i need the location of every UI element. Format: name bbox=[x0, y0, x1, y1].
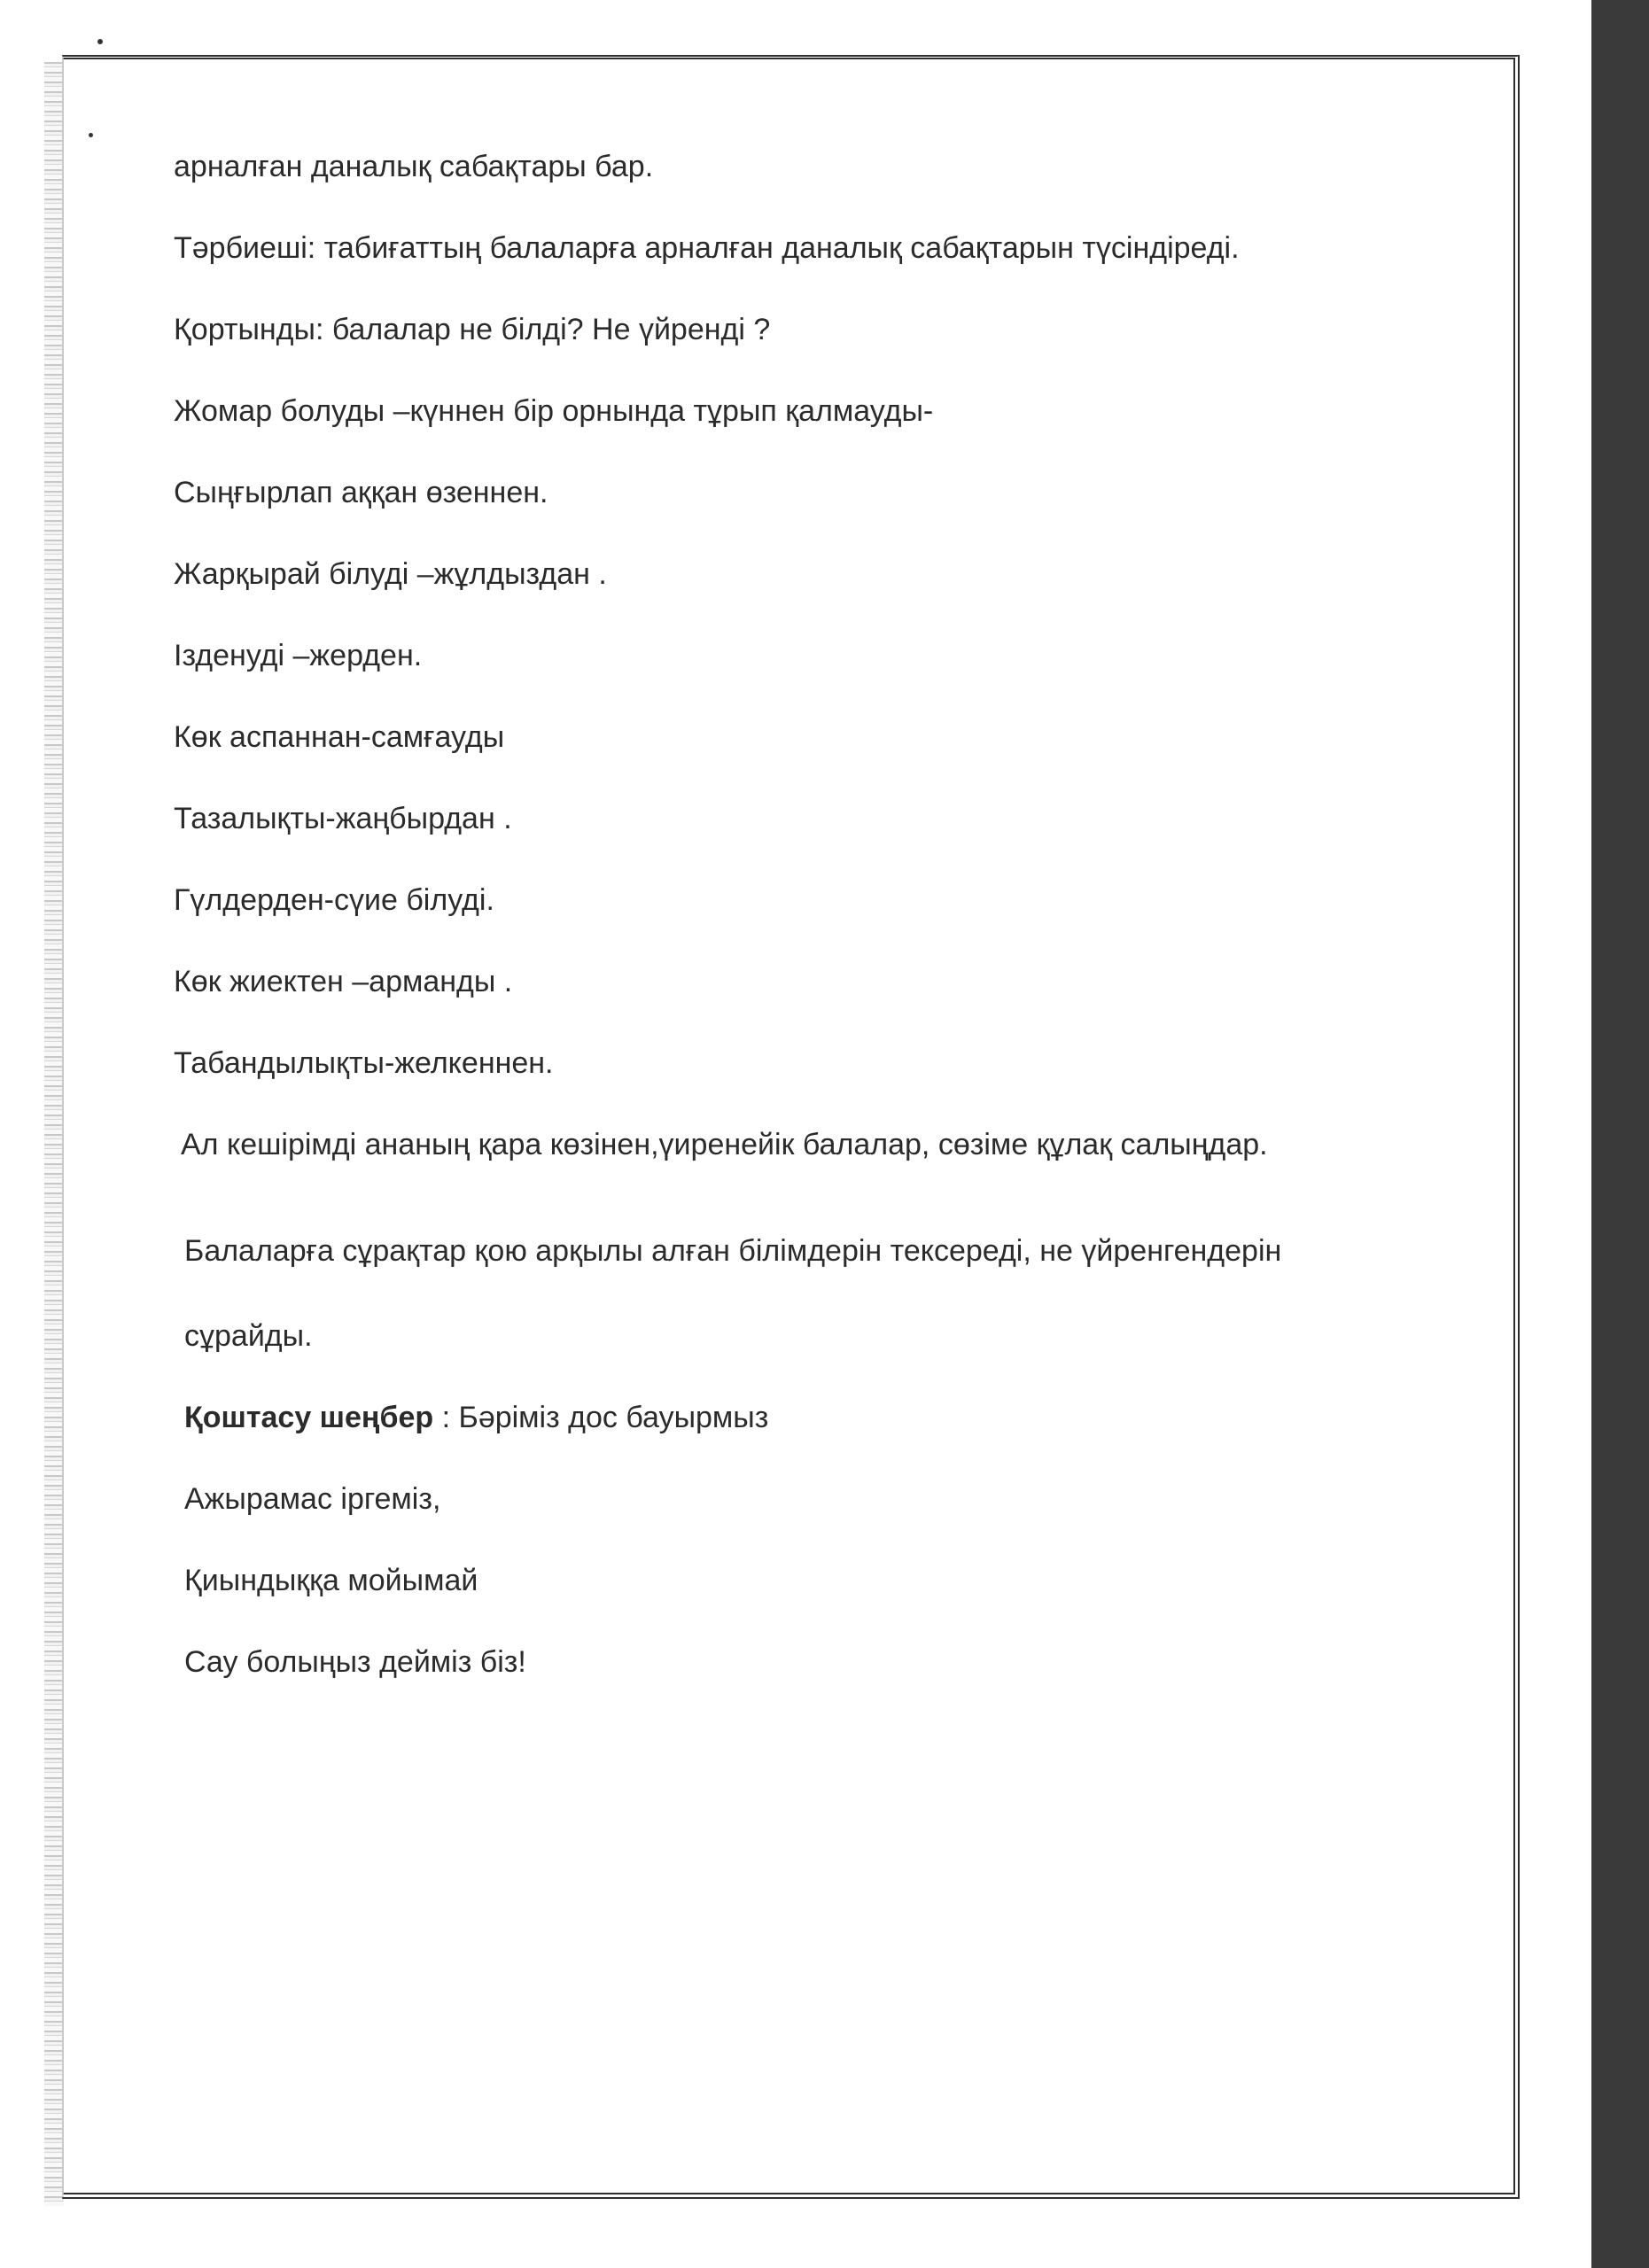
scan-speck bbox=[97, 39, 103, 44]
binding-edge-noise bbox=[44, 62, 64, 2206]
text-line: Табандылықты-желкеннен. bbox=[174, 1046, 554, 1080]
closing-first-line: Бәріміз дос бауырмыз bbox=[458, 1401, 769, 1434]
text-line: Жомар болуды –күннен бір орнында тұрып қалмауды- bbox=[174, 394, 934, 428]
text-line: Көк аспаннан-самғауды bbox=[174, 720, 505, 754]
text-line: сұрайды. bbox=[184, 1319, 313, 1353]
scan-edge-shadow bbox=[1591, 0, 1649, 2268]
text-line: Тәрбиеші: табиғаттың балаларға арналған даналық сабақтарын түсіндіреді. bbox=[174, 231, 1240, 265]
text-line: арналған даналық сабақтары бар. bbox=[174, 150, 654, 183]
text-line: Жарқырай білуді –жұлдыздан . bbox=[174, 557, 607, 591]
closing-line bbox=[184, 1400, 768, 1435]
text-line: Қиындыққа мойымай bbox=[184, 1564, 478, 1597]
closing-separator: : bbox=[433, 1401, 459, 1434]
text-line: Сыңғырлап аққан өзеннен. bbox=[174, 476, 548, 509]
text-line: Тазалықты-жаңбырдан . bbox=[174, 802, 512, 835]
text-line: Ал кешірімді ананың қара көзінен,үиренейік балалар, сөзіме құлақ салыңдар. bbox=[181, 1128, 1268, 1161]
text-line: Ажырамас іргеміз, bbox=[184, 1482, 441, 1516]
text-line: Қортынды: балалар не білді? Не үйренді ? bbox=[174, 313, 771, 346]
text-line: Ізденуді –жерден. bbox=[174, 639, 423, 672]
text-line: Сау болыңыз дейміз біз! bbox=[184, 1645, 526, 1679]
text-line: Гүлдерден-сүие білуді. bbox=[174, 883, 494, 917]
text-line: Көк жиектен –арманды . bbox=[174, 965, 513, 998]
closing-heading: Қоштасу шеңбер bbox=[184, 1401, 434, 1434]
text-line: Балаларға сұрақтар қою арқылы алған білімдерін тексереді, не үйренгендерін bbox=[184, 1234, 1282, 1268]
